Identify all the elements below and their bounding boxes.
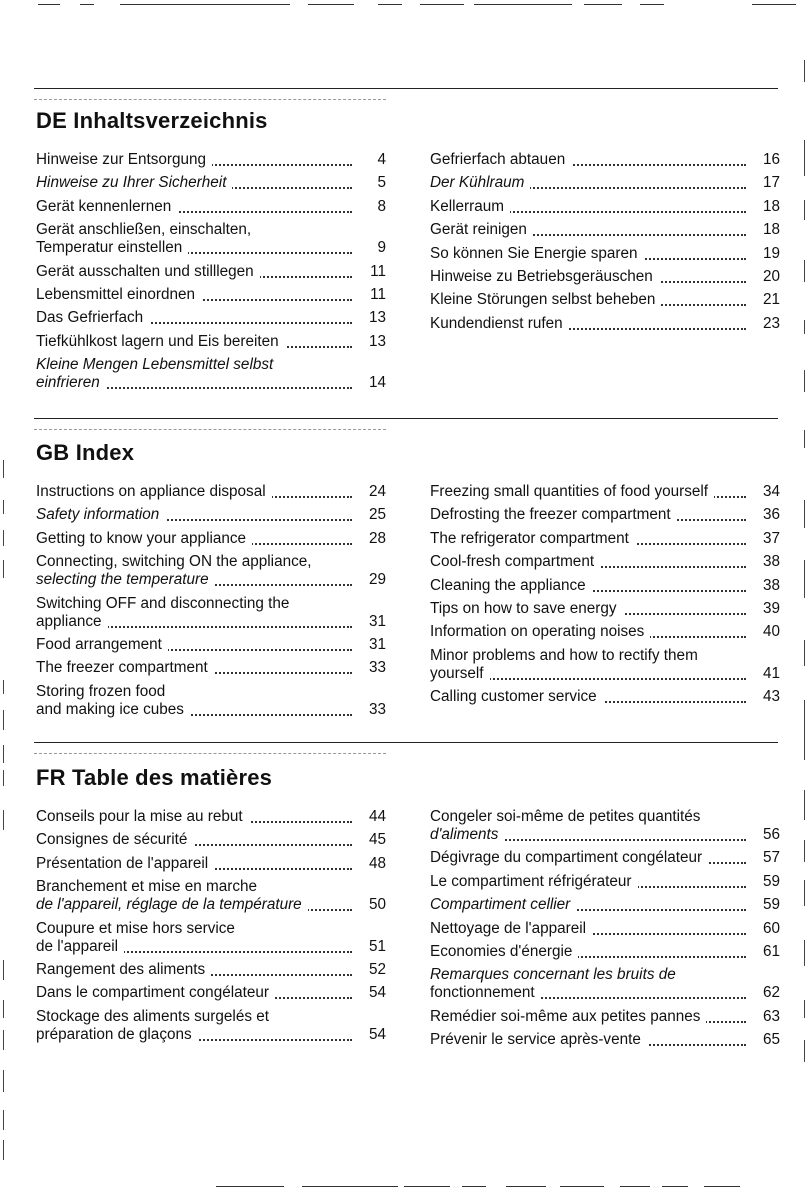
toc-entry-title: Nettoyage de l'appareil	[430, 920, 592, 937]
toc-entry[interactable]	[430, 623, 780, 641]
toc-entry[interactable]	[430, 530, 780, 548]
edge-mark	[804, 940, 805, 966]
toc-entry-title: Das Gefrierfach	[36, 309, 149, 326]
toc-entry[interactable]	[430, 920, 780, 938]
bottom-edge-line	[216, 1186, 284, 1187]
toc-entry[interactable]	[430, 688, 780, 706]
toc-page-number: 19	[762, 244, 780, 262]
top-edge-line	[420, 4, 464, 5]
toc-page-number: 52	[368, 960, 386, 978]
bottom-edge-line	[404, 1186, 450, 1187]
toc-entry-title: Storing frozen food	[36, 683, 170, 700]
toc-page-number: 34	[762, 483, 780, 500]
toc-entry[interactable]	[36, 595, 386, 631]
toc-entry-title: einfrieren	[36, 374, 106, 391]
toc-page-number: 38	[762, 553, 780, 571]
toc-entry-title: Coupure et mise hors service	[36, 920, 240, 937]
toc-entry-title: Der Kühlraum	[430, 174, 530, 191]
edge-mark	[804, 560, 805, 598]
toc-entry[interactable]	[430, 647, 780, 683]
toc-entry-title: Cleaning the appliance	[430, 577, 592, 594]
toc-entry[interactable]	[36, 263, 386, 281]
toc-entry[interactable]	[430, 966, 780, 1002]
toc-entry[interactable]	[430, 483, 780, 501]
edge-mark	[3, 810, 4, 830]
toc-page-number: 8	[377, 197, 386, 215]
toc-entry[interactable]	[430, 174, 780, 192]
toc-entry-title: Gefrierfach abtauen	[430, 151, 571, 168]
toc-entry[interactable]	[430, 268, 780, 286]
toc-entry-title: fonctionnement	[430, 984, 541, 1001]
edge-mark	[804, 500, 805, 528]
toc-page-number: 4	[377, 151, 386, 168]
section-title: Table des matières	[72, 765, 273, 790]
bottom-edge-line	[462, 1186, 486, 1187]
toc-page-number: 25	[368, 506, 386, 524]
toc-entry[interactable]	[430, 808, 780, 844]
toc-entry-title: Defrosting the freezer compartment	[430, 506, 677, 523]
edge-mark	[3, 500, 4, 514]
bottom-edge-line	[704, 1186, 740, 1187]
toc-page-number: 54	[368, 984, 386, 1002]
toc-entry[interactable]	[36, 506, 386, 524]
toc-entry-title: Conseils pour la mise au rebut	[36, 808, 249, 825]
toc-entry-title: Remarques concernant les bruits de	[430, 966, 681, 983]
toc-entry-title: Gerät ausschalten und stilllegen	[36, 263, 260, 280]
toc-entry-title: de l'appareil	[36, 938, 124, 955]
toc-page-number: 21	[762, 291, 780, 309]
toc-page-number: 38	[762, 576, 780, 594]
toc-entry-title: and making ice cubes	[36, 701, 190, 718]
toc-entry[interactable]	[430, 291, 780, 309]
edge-mark	[804, 60, 805, 82]
toc-page-number: 33	[368, 700, 386, 718]
toc-entry[interactable]	[36, 1008, 386, 1044]
section-title: Index	[75, 440, 135, 465]
bottom-edge-line	[302, 1186, 398, 1187]
toc-page-number: 18	[762, 197, 780, 215]
section-rule-de	[34, 88, 778, 89]
bottom-edge-line	[662, 1186, 688, 1187]
toc-page-number: 31	[368, 612, 386, 630]
toc-entry[interactable]	[36, 659, 386, 677]
toc-page-number: 41	[762, 664, 780, 682]
toc-entry-title: Switching OFF and disconnecting the	[36, 595, 294, 612]
edge-mark	[804, 790, 805, 820]
toc-entry-title: Présentation de l'appareil	[36, 855, 214, 872]
edge-mark	[804, 700, 805, 760]
toc-entry-title: Kundendienst rufen	[430, 315, 569, 332]
toc-entry-title: Tips on how to save energy	[430, 600, 623, 617]
toc-entry-title: Economies d'énergie	[430, 943, 578, 960]
toc-entry-title: Kellerraum	[430, 198, 510, 215]
toc-entry[interactable]	[36, 309, 386, 327]
toc-entry-title: Hinweise zu Betriebsgeräuschen	[430, 268, 659, 285]
edge-mark	[804, 320, 805, 334]
toc-entry-title: Minor problems and how to rectify them	[430, 647, 703, 664]
toc-entry-title: Dégivrage du compartiment congélateur	[430, 849, 708, 866]
toc-page-number: 44	[368, 808, 386, 825]
toc-page-number: 24	[368, 483, 386, 500]
top-edge-line	[378, 4, 402, 5]
toc-entry[interactable]	[430, 873, 780, 891]
toc-page-number: 62	[762, 984, 780, 1002]
toc-entry-title: Gerät kennenlernen	[36, 198, 177, 215]
toc-page-number: 36	[762, 506, 780, 524]
toc-page-number: 60	[762, 919, 780, 937]
toc-entry[interactable]	[36, 151, 386, 169]
toc-entry-title: Cool-fresh compartment	[430, 553, 600, 570]
toc-entry-title: Temperatur einstellen	[36, 239, 188, 256]
toc-page-number: 33	[368, 659, 386, 677]
bottom-edge-line	[620, 1186, 650, 1187]
section-underline-gb	[34, 429, 386, 430]
toc-column-right	[430, 483, 780, 712]
top-edge-line	[640, 4, 664, 5]
toc-entry-title: The refrigerator compartment	[430, 530, 635, 547]
section-underline-fr	[34, 753, 386, 754]
toc-page-number: 40	[762, 623, 780, 641]
toc-entry-title: Information on operating noises	[430, 623, 650, 640]
toc-entry-title: The freezer compartment	[36, 659, 214, 676]
section-heading-fr	[36, 765, 272, 791]
edge-mark	[804, 840, 805, 862]
edge-mark	[804, 880, 805, 906]
toc-entry[interactable]	[36, 221, 386, 257]
top-edge-line	[584, 4, 622, 5]
toc-entry[interactable]	[430, 577, 780, 595]
section-heading-de	[36, 108, 268, 134]
toc-entry-title: Connecting, switching ON the appliance,	[36, 553, 317, 570]
toc-entry-title: appliance	[36, 613, 108, 630]
top-edge-line	[752, 4, 796, 5]
toc-entry-title: d'aliments	[430, 826, 504, 843]
toc-page-number: 9	[377, 239, 386, 257]
toc-page-number: 57	[762, 849, 780, 867]
toc-entry[interactable]	[430, 151, 780, 169]
toc-entry[interactable]	[430, 1008, 780, 1026]
toc-column-left	[36, 483, 386, 724]
toc-entry[interactable]	[36, 878, 386, 914]
toc-entry[interactable]	[430, 245, 780, 263]
edge-mark	[3, 560, 4, 578]
toc-entry[interactable]	[36, 683, 386, 719]
toc-page-number: 13	[368, 309, 386, 327]
edge-mark	[3, 710, 4, 730]
top-edge-line	[308, 4, 354, 5]
toc-entry-title: Lebensmittel einordnen	[36, 286, 201, 303]
toc-entry-title: préparation de glaçons	[36, 1026, 198, 1043]
toc-page-number: 37	[762, 529, 780, 547]
toc-entry-title: Safety information	[36, 506, 165, 523]
toc-entry-title: Congeler soi-même de petites quantités	[430, 808, 705, 825]
edge-mark	[3, 1140, 4, 1160]
toc-page-number: 18	[762, 221, 780, 239]
section-underline-de	[34, 99, 386, 100]
toc-entry[interactable]	[36, 174, 386, 192]
toc-entry-title: Hinweise zur Entsorgung	[36, 151, 212, 168]
section-title: Inhaltsverzeichnis	[73, 108, 268, 133]
toc-entry-title: Compartiment cellier	[430, 896, 576, 913]
toc-column-left	[36, 808, 386, 1049]
toc-page-number: 45	[368, 831, 386, 849]
toc-column-right	[430, 808, 780, 1055]
edge-mark	[804, 430, 805, 448]
toc-entry-title: Prévenir le service après-vente	[430, 1031, 647, 1048]
bottom-edge-line	[506, 1186, 546, 1187]
edge-mark	[3, 460, 4, 478]
toc-page-number: 5	[377, 174, 386, 192]
toc-entry-title: Gerät anschließen, einschalten,	[36, 221, 256, 238]
edge-mark	[3, 530, 4, 546]
toc-entry[interactable]	[430, 600, 780, 618]
bottom-edge-line	[560, 1186, 604, 1187]
toc-entry[interactable]	[36, 198, 386, 216]
toc-entry[interactable]	[36, 920, 386, 956]
toc-entry[interactable]	[36, 961, 386, 979]
edge-mark	[3, 1070, 4, 1092]
edge-mark	[804, 370, 805, 392]
toc-entry-title: Branchement et mise en marche	[36, 878, 262, 895]
top-edge-line	[38, 4, 60, 5]
edge-mark	[3, 1000, 4, 1018]
toc-entry-title: Remédier soi-même aux petites pannes	[430, 1008, 706, 1025]
toc-entry-title: Rangement des aliments	[36, 961, 211, 978]
edge-mark	[804, 200, 805, 220]
toc-entry[interactable]	[36, 483, 386, 501]
toc-page-number: 39	[762, 599, 780, 617]
toc-entry-title: Calling customer service	[430, 688, 603, 705]
toc-entry-title: de l'appareil, réglage de la température	[36, 896, 308, 913]
toc-column-right	[430, 151, 780, 338]
toc-entry[interactable]	[36, 553, 386, 589]
toc-page-number: 11	[370, 262, 386, 280]
toc-page-number: 20	[762, 267, 780, 285]
edge-mark	[804, 140, 805, 176]
toc-entry[interactable]	[36, 356, 386, 392]
top-edge-line	[474, 4, 572, 5]
toc-page-number: 48	[368, 854, 386, 872]
toc-entry[interactable]	[430, 221, 780, 239]
top-edge-line	[80, 4, 94, 5]
toc-entry[interactable]	[36, 831, 386, 849]
edge-mark	[3, 770, 4, 786]
toc-entry-title: Freezing small quantities of food yourself	[430, 483, 714, 500]
toc-entry-title: Dans le compartiment congélateur	[36, 984, 275, 1001]
toc-page-number: 14	[368, 374, 386, 392]
edge-mark	[804, 1000, 805, 1018]
toc-page-number: 11	[370, 285, 386, 303]
toc-entry-title: So können Sie Energie sparen	[430, 245, 644, 262]
toc-page-number: 59	[762, 872, 780, 890]
toc-page-number: 54	[368, 1025, 386, 1043]
toc-entry[interactable]	[430, 315, 780, 333]
edge-mark	[3, 960, 4, 980]
toc-entry-title: Tiefkühlkost lagern und Eis bereiten	[36, 333, 285, 350]
toc-page-number: 65	[762, 1031, 780, 1049]
toc-entry[interactable]	[430, 553, 780, 571]
edge-mark	[3, 680, 4, 694]
toc-entry[interactable]	[430, 896, 780, 914]
toc-entry[interactable]	[430, 506, 780, 524]
toc-entry[interactable]	[430, 849, 780, 867]
section-rule-fr	[34, 742, 778, 743]
toc-entry-title: Consignes de sécurité	[36, 831, 193, 848]
section-code: DE	[36, 108, 67, 133]
toc-entry[interactable]	[36, 530, 386, 548]
toc-entry[interactable]	[36, 333, 386, 351]
toc-entry[interactable]	[36, 984, 386, 1002]
toc-entry[interactable]	[430, 198, 780, 216]
toc-entry-title: Stockage des aliments surgelés et	[36, 1008, 274, 1025]
toc-page-number: 23	[762, 314, 780, 332]
toc-entry-title: Instructions on appliance disposal	[36, 483, 272, 500]
toc-entry[interactable]	[36, 286, 386, 304]
edge-mark	[3, 1110, 4, 1130]
toc-page-number: 61	[762, 942, 780, 960]
toc-entry[interactable]	[36, 855, 386, 873]
toc-page-number: 31	[368, 635, 386, 653]
toc-page-number: 56	[762, 826, 780, 843]
section-rule-gb	[34, 418, 778, 419]
section-code: GB	[36, 440, 70, 465]
toc-entry[interactable]	[430, 943, 780, 961]
toc-entry-title: selecting the temperature	[36, 571, 215, 588]
toc-entry-title: Kleine Mengen Lebensmittel selbst	[36, 356, 278, 373]
toc-entry[interactable]	[36, 808, 386, 826]
toc-entry-title: yourself	[430, 665, 490, 682]
toc-column-left	[36, 151, 386, 398]
toc-entry-title: Kleine Störungen selbst beheben	[430, 291, 661, 308]
toc-page-number: 28	[368, 529, 386, 547]
toc-entry[interactable]	[36, 636, 386, 654]
toc-page-number: 63	[762, 1007, 780, 1025]
toc-entry-title: Gerät reinigen	[430, 221, 533, 238]
edge-mark	[3, 1030, 4, 1050]
toc-page-number: 13	[368, 332, 386, 350]
toc-entry-title: Le compartiment réfrigérateur	[430, 873, 638, 890]
section-code: FR	[36, 765, 66, 790]
toc-page-number: 59	[762, 896, 780, 914]
section-heading-gb	[36, 440, 134, 466]
toc-entry[interactable]	[430, 1031, 780, 1049]
toc-page-number: 16	[762, 151, 780, 168]
top-edge-line	[120, 4, 290, 5]
toc-page-number: 17	[762, 174, 780, 192]
toc-page-number: 43	[762, 688, 780, 706]
edge-mark	[3, 745, 4, 763]
edge-mark	[804, 640, 805, 666]
edge-mark	[804, 1040, 805, 1062]
toc-entry-title: Getting to know your appliance	[36, 530, 252, 547]
toc-entry-title: Hinweise zu Ihrer Sicherheit	[36, 174, 232, 191]
toc-page-number: 51	[368, 937, 386, 955]
toc-page-number: 50	[368, 896, 386, 914]
edge-mark	[804, 260, 805, 282]
toc-entry-title: Food arrangement	[36, 636, 168, 653]
toc-page-number: 29	[368, 571, 386, 589]
